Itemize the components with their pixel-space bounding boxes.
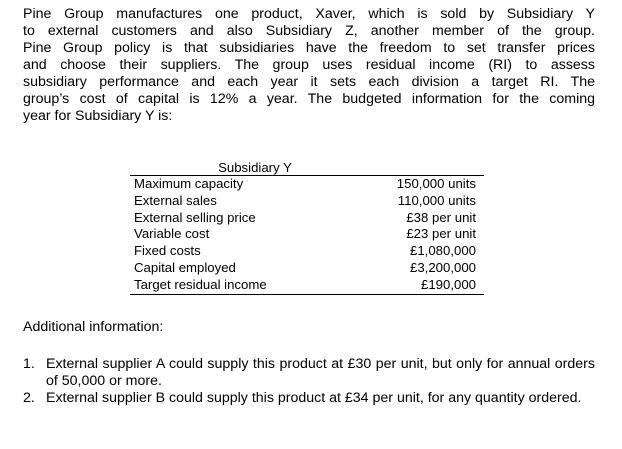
- row-label: Capital employed: [134, 259, 236, 275]
- intro-line: year for Subsidiary Y is:: [23, 108, 173, 124]
- row-value: £3,200,000: [409, 259, 476, 275]
- intro-line: to external customers and also Subsidiary Z, another member of the group.: [23, 23, 595, 39]
- intro-line: group’s cost of capital is 12% a year. The budgeted information for the coming: [23, 91, 595, 107]
- list-item-number: 1.: [23, 356, 35, 372]
- intro-paragraph: [23, 6, 595, 125]
- list-item-text: External supplier B could supply this product at £34 per unit, for any quantity ordered.: [46, 390, 582, 406]
- table-title: Subsidiary Y: [130, 160, 484, 176]
- list-item-number: 2.: [23, 390, 35, 406]
- table-row: [130, 210, 484, 227]
- row-label: Variable cost: [134, 226, 210, 242]
- row-value: £190,000: [364, 277, 484, 294]
- row-value: £38 per unit: [406, 209, 476, 225]
- intro-line: and choose their suppliers. The group uses residual income (RI) to assess: [23, 57, 595, 73]
- additional-information-heading: Additional information:: [23, 319, 164, 335]
- subsidiary-y-table: [130, 160, 484, 295]
- intro-line: Pine Group manufactures one product, Xaver, which is sold by Subsidiary Y: [23, 6, 595, 22]
- list-item: [23, 356, 595, 390]
- row-label: External sales: [134, 192, 217, 208]
- row-value: 110,000 units: [397, 192, 476, 208]
- row-value: 150,000 units: [396, 176, 476, 191]
- intro-line: subsidiary performance and each year it sets each division a target RI. The: [23, 74, 595, 90]
- table-header-row: [130, 160, 484, 176]
- table-row: [130, 193, 484, 210]
- row-label: Maximum capacity: [134, 176, 244, 191]
- table-row: [130, 277, 484, 294]
- row-value: £23 per unit: [406, 226, 476, 242]
- row-label: External selling price: [134, 209, 256, 225]
- row-value: £1,080,000: [409, 243, 476, 259]
- table-row: [130, 260, 484, 277]
- list-item-text: External supplier A could supply this product at £30 per unit, but only for annual orders of 50,000 or more.: [46, 356, 595, 389]
- list-item: [23, 390, 595, 407]
- table-row: [130, 176, 484, 193]
- table-row: [130, 243, 484, 260]
- table-row: [130, 226, 484, 243]
- notes-list: [23, 356, 595, 407]
- row-label: Fixed costs: [134, 243, 201, 259]
- row-label: Target residual income: [130, 277, 364, 294]
- intro-line: Pine Group policy is that subsidiaries have the freedom to set transfer prices: [23, 40, 595, 56]
